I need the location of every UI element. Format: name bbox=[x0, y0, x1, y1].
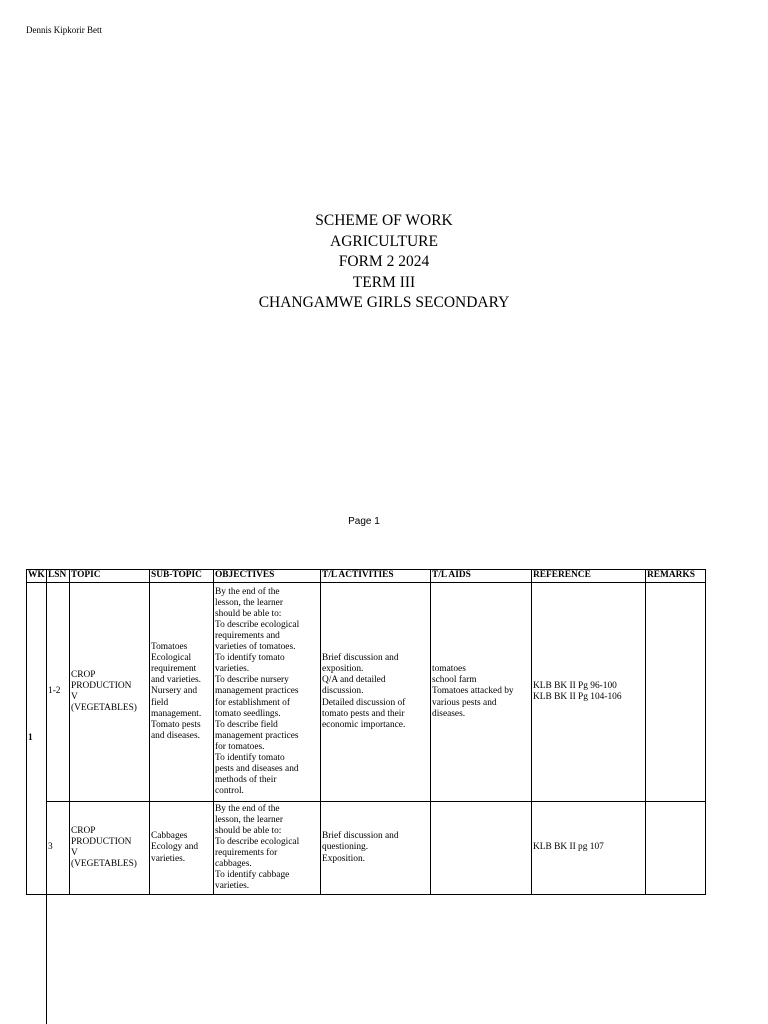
subtopic-cell: Tomatoes Ecological requirement and varieties. Nursery and field management. Tomato pests and diseases. bbox=[150, 583, 214, 802]
lesson-cell: 1-2 bbox=[47, 583, 70, 802]
table-continuation-line bbox=[46, 895, 47, 1024]
lesson-cell: 3 bbox=[47, 802, 70, 895]
activities-cell: Brief discussion and questioning. Exposition. bbox=[321, 802, 431, 895]
header-reference: REFERENCE bbox=[532, 570, 646, 583]
title-line-subject: AGRICULTURE bbox=[330, 232, 438, 250]
header-wk: WK bbox=[27, 570, 47, 583]
table-header-row bbox=[27, 570, 706, 583]
table-row bbox=[27, 802, 706, 895]
header-remarks: REMARKS bbox=[646, 570, 706, 583]
reference-cell: KLB BK II pg 107 bbox=[532, 802, 646, 895]
scheme-table bbox=[26, 569, 706, 895]
aids-cell bbox=[431, 802, 532, 895]
title-line-school: CHANGAMWE GIRLS SECONDARY bbox=[258, 294, 510, 311]
header-activities: T/L ACTIVITIES bbox=[321, 570, 431, 583]
objectives-cell: By the end of the lesson, the learner should be able to: To describe ecological requirements for cabbages. To identify cabbage varieties. bbox=[214, 802, 321, 895]
objectives-cell: By the end of the lesson, the learner should be able to: To describe ecological requirements and varieties of tomatoes. To identify tomato varieties. To describe nursery management practices for establishment of tomato seedlings. To describe field management practices for tomatoes. To identify tomato pests and diseases and methods of their control. bbox=[214, 583, 321, 802]
reference-cell: KLB BK II Pg 96-100 KLB BK II Pg 104-106 bbox=[532, 583, 646, 802]
remarks-cell bbox=[646, 802, 706, 895]
topic-cell: CROP PRODUCTION V (VEGETABLES) bbox=[70, 802, 150, 895]
document-title bbox=[0, 211, 768, 314]
topic-cell: CROP PRODUCTION V (VEGETABLES) bbox=[70, 583, 150, 802]
header-aids: T/L AIDS bbox=[431, 570, 532, 583]
subtopic-cell: Cabbages Ecology and varieties. bbox=[150, 802, 214, 895]
page-number: Page 1 bbox=[348, 516, 380, 527]
header-topic: TOPIC bbox=[70, 570, 150, 583]
aids-cell: tomatoes school farm Tomatoes attacked by various pests and diseases. bbox=[431, 583, 532, 802]
table-row bbox=[27, 583, 706, 802]
header-lsn: LSN bbox=[47, 570, 70, 583]
title-line-term: TERM III bbox=[352, 273, 416, 291]
header-objectives: OBJECTIVES bbox=[214, 570, 321, 583]
title-line-form: FORM 2 2024 bbox=[338, 253, 430, 270]
title-line-scheme: SCHEME OF WORK bbox=[315, 212, 453, 229]
activities-cell: Brief discussion and exposition. Q/A and detailed discussion. Detailed discussion of tomato pests and their economic importance. bbox=[321, 583, 431, 802]
remarks-cell bbox=[646, 583, 706, 802]
author-name: Dennis Kipkorir Bett bbox=[26, 25, 102, 35]
week-number: 1 bbox=[27, 583, 47, 895]
header-subtopic: SUB-TOPIC bbox=[150, 570, 214, 583]
